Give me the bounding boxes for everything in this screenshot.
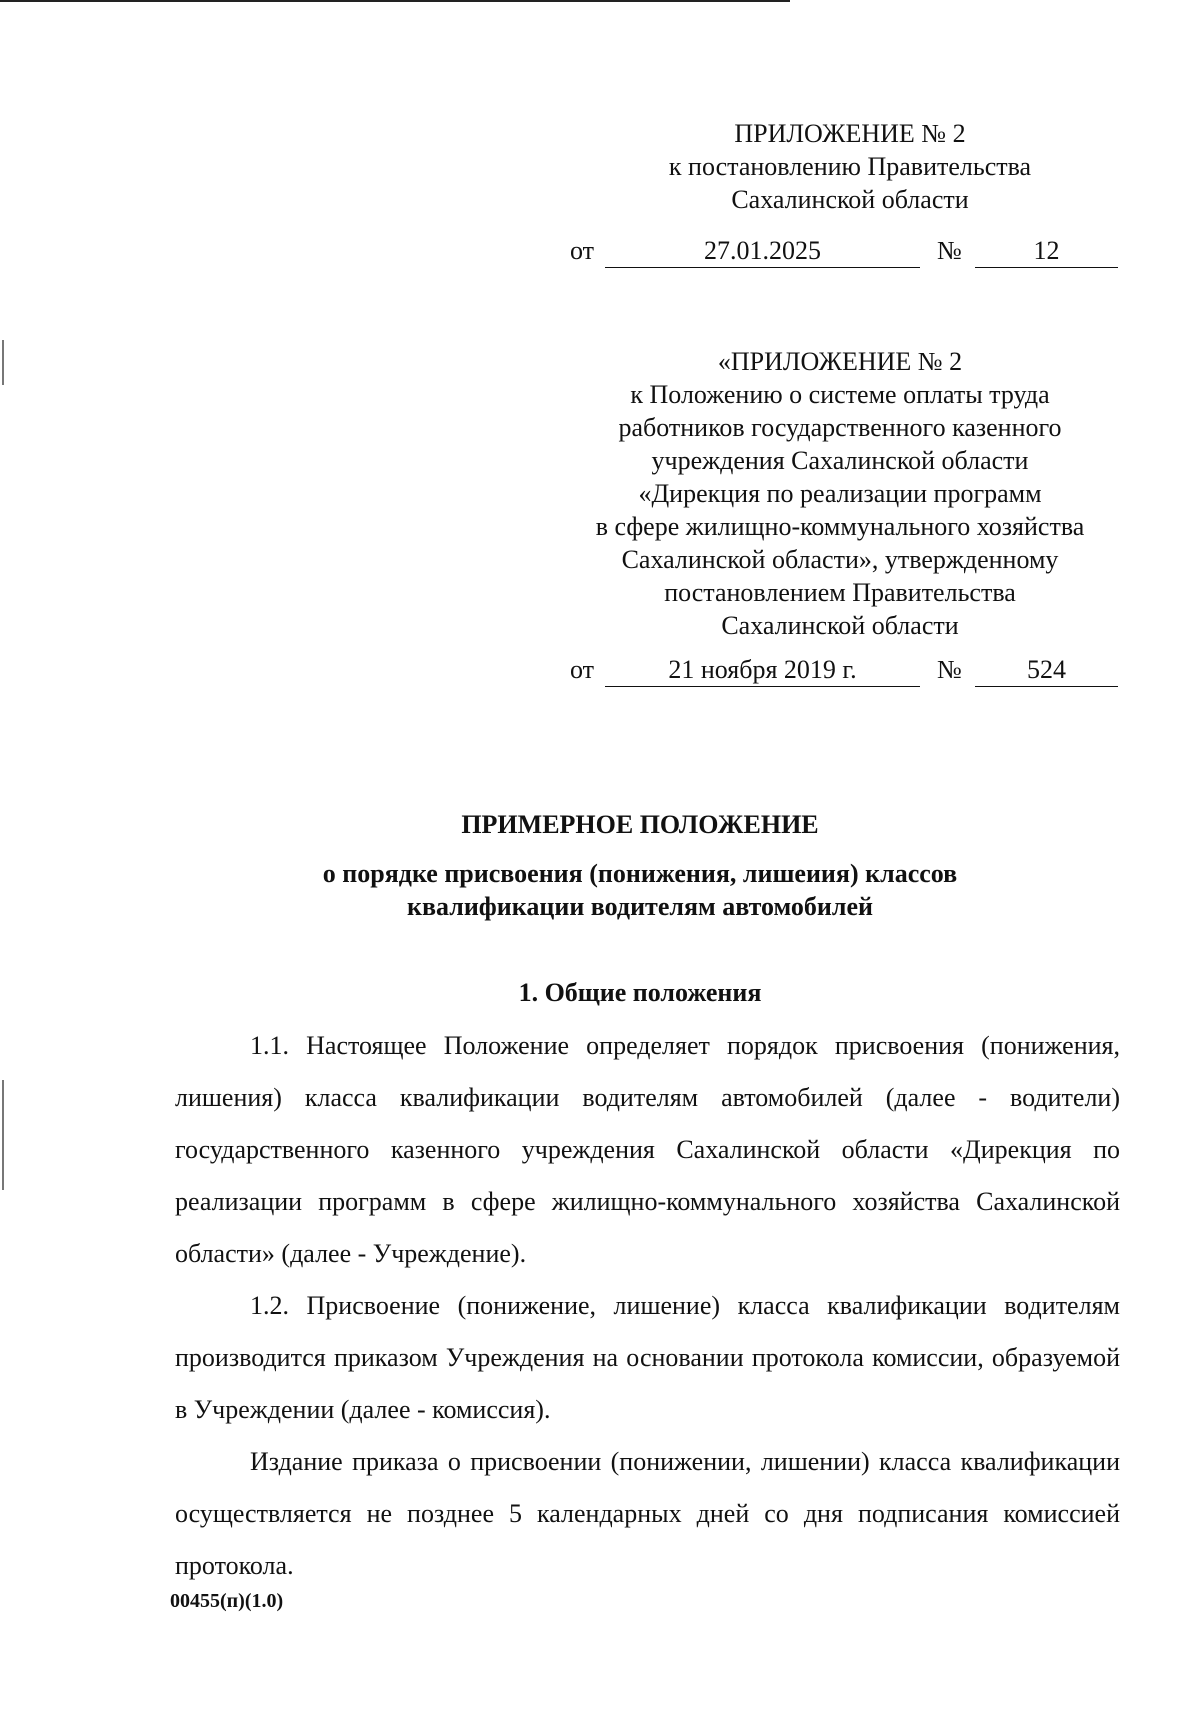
document-code: 00455(п)(1.0) (170, 1590, 284, 1612)
original-appendix-line: Сахалинской области», утвержденному (621, 545, 1059, 574)
paragraph: 1.1. Настоящее Положение определяет порядок присвоения (понижения, лишения) класса квалификации водителям автомобилей (далее - водители) государственного казенного учреждения Сахалинской области «Дирекция по реализации программ в сфере жилищно-коммунального хозяйства Сахалинской области» (далее - Учреждение). (175, 1031, 1120, 1268)
number-label: № (937, 655, 962, 684)
original-appendix-line: работников государственного казенного (618, 413, 1062, 442)
original-appendix-line: в сфере жилищно-коммунального хозяйства (595, 512, 1085, 541)
document-subtitle (160, 857, 1120, 923)
appendix-date: 27.01.2025 (605, 234, 920, 268)
subtitle-line: квалификации водителям автомобилей (406, 892, 874, 921)
original-appendix-line: постановлением Правительства (664, 578, 1016, 607)
paragraph: 1.2. Присвоение (понижение, лишение) класса квалификации водителям производится приказом Учреждения на основании протокола комиссии, образуемой в Учреждении (далее - комиссия). (175, 1291, 1120, 1424)
document-title (160, 808, 1120, 841)
appendix-date-row (0, 234, 1200, 270)
title-text: ПРИМЕРНОЕ ПОЛОЖЕНИЕ (461, 810, 819, 839)
appendix-line: Сахалинской области (731, 185, 969, 214)
original-date: 21 ноября 2019 г. (605, 653, 920, 687)
original-date-row (0, 653, 1200, 689)
original-appendix-line: учреждения Сахалинской области (651, 446, 1029, 475)
original-appendix-line: Сахалинской области (721, 611, 959, 640)
from-label: от (570, 236, 595, 265)
original-number: 524 (975, 653, 1118, 687)
appendix-header (580, 117, 1120, 216)
paragraph: Издание приказа о присвоении (понижении, лишении) класса квалификации осуществляется не позднее 5 календарных дней со дня подписания комиссией протокола. (175, 1447, 1120, 1580)
subtitle-line: о порядке присвоения (понижения, лишеиия) классов (322, 859, 958, 888)
section-heading-text: 1. Общие положения (518, 978, 762, 1007)
from-label: от (570, 655, 595, 684)
scan-edge-line (0, 0, 790, 2)
number-label: № (937, 236, 962, 265)
original-appendix-header (555, 345, 1125, 642)
original-appendix-title: «ПРИЛОЖЕНИЕ № 2 (717, 347, 963, 376)
section-body (175, 1020, 1120, 1592)
appendix-number: 12 (975, 234, 1118, 268)
scan-margin-mark (2, 340, 4, 385)
section-heading (160, 976, 1120, 1009)
original-appendix-line: «Дирекция по реализации программ (638, 479, 1042, 508)
scan-margin-mark (2, 1080, 4, 1190)
appendix-title: ПРИЛОЖЕНИЕ № 2 (734, 119, 966, 148)
original-appendix-line: к Положению о системе оплаты труда (630, 380, 1050, 409)
appendix-line: к постановлению Правительства (668, 152, 1032, 181)
